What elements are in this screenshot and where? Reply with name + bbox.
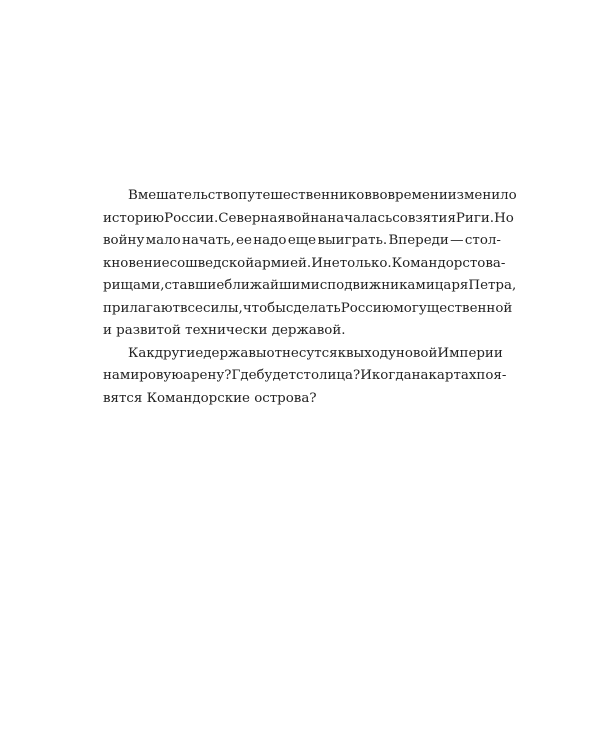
word: царя <box>434 278 469 293</box>
word: кновение <box>103 255 170 271</box>
word: началась <box>327 210 393 226</box>
word: будет <box>256 368 297 383</box>
word: на <box>411 368 429 383</box>
word: на <box>103 368 120 383</box>
word: когда <box>371 368 412 383</box>
word: ближайшими <box>224 278 320 293</box>
word: — <box>450 233 464 248</box>
word: шведской <box>185 255 255 271</box>
word: ставшие <box>164 278 225 293</box>
word: Впереди <box>388 233 449 248</box>
word: все <box>179 300 203 316</box>
word: Командор <box>391 255 463 271</box>
word: столица? <box>296 368 361 383</box>
word: могущественной <box>393 300 513 316</box>
word: прилагают <box>103 300 180 316</box>
word: картах <box>428 368 477 383</box>
word: державы <box>203 345 267 361</box>
word: Но <box>494 210 514 226</box>
word: арену? <box>182 368 232 383</box>
word: армией. <box>254 255 312 271</box>
word: Вмешательство <box>128 188 239 203</box>
paragraph-2 <box>103 343 507 411</box>
text-line: вятся Командорские острова? <box>103 390 317 406</box>
word: еще <box>287 233 317 248</box>
word: только. <box>339 255 392 271</box>
word: новой <box>395 345 438 361</box>
word: И <box>360 368 372 383</box>
word: поя- <box>476 368 507 383</box>
word: Где <box>231 368 257 383</box>
word: начать, <box>182 233 235 248</box>
text-line: и развитой технически державой. <box>103 323 346 338</box>
word: со <box>169 255 186 271</box>
word: Империи <box>437 345 503 361</box>
text-line <box>103 230 501 253</box>
paragraph-1 <box>103 185 517 343</box>
word: Петра, <box>468 278 517 293</box>
word: война <box>285 210 328 226</box>
word: ее <box>236 233 252 248</box>
word: Россию <box>340 300 394 316</box>
word: с <box>462 255 470 271</box>
word: Как <box>128 345 155 361</box>
word: выиграть. <box>317 233 388 248</box>
text-line <box>103 343 501 366</box>
word: взятия <box>407 210 456 226</box>
word: со <box>392 210 408 226</box>
word: Северная <box>218 210 286 226</box>
word: мировую <box>119 368 183 383</box>
text-line <box>103 275 517 298</box>
word: силы, <box>202 300 243 316</box>
word: сподвижниками <box>319 278 435 293</box>
word: рищами, <box>103 278 165 293</box>
word: изменило <box>447 188 517 203</box>
word: чтобы <box>242 300 286 316</box>
text-line <box>103 185 517 208</box>
word: к <box>337 345 346 361</box>
word: войну <box>103 233 145 248</box>
word: не <box>322 255 340 271</box>
word: отнесутся <box>266 345 338 361</box>
text-line <box>103 208 514 231</box>
word: выходу <box>345 345 396 361</box>
word: времени <box>387 188 448 203</box>
word: Риги. <box>455 210 495 226</box>
word: И <box>311 255 323 271</box>
word: во <box>371 188 388 203</box>
word: историю <box>103 210 165 226</box>
word: стол- <box>464 233 501 248</box>
text-line <box>103 298 513 321</box>
word: това- <box>469 255 506 271</box>
text-line <box>103 365 507 388</box>
annotation-text <box>103 185 517 410</box>
word: России. <box>164 210 219 226</box>
word: другие <box>154 345 204 361</box>
word: сделать <box>285 300 341 316</box>
word: надо <box>253 233 287 248</box>
word: путешественников <box>238 188 372 203</box>
text-line <box>103 253 506 276</box>
word: мало <box>145 233 181 248</box>
